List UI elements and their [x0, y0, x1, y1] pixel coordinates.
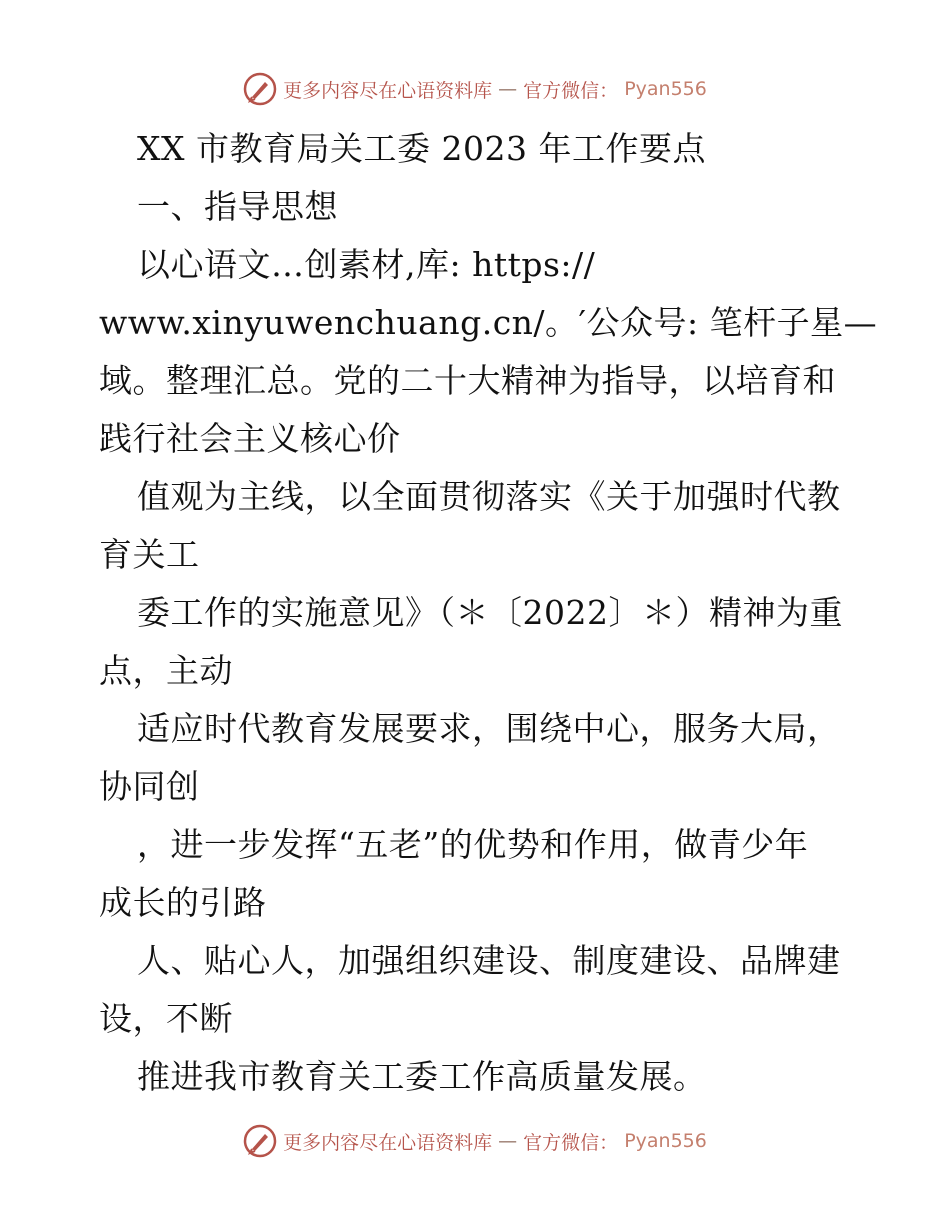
paragraph-line: 适应时代教育发展要求，围绕中心，服务大局，: [137, 709, 841, 748]
paragraph-line: www.xinyuwenchuang.cn/。′公众号: 笔杆子星—: [99, 303, 878, 342]
paragraph-line: 成长的引路: [99, 883, 267, 922]
header-watermark-banner: [0, 72, 950, 106]
quill-logo-icon: [243, 72, 277, 106]
banner-label-text: 官方微信：: [523, 1131, 619, 1154]
banner-separator: —: [498, 78, 518, 100]
banner-account: Pyan556: [624, 78, 707, 100]
paragraph-line: 践行社会主义核心价: [99, 419, 401, 458]
paragraph-line: 推进我市教育关工委工作高质量发展。: [137, 1057, 707, 1096]
document-body: [99, 120, 878, 1106]
paragraph-line: 设，不断: [99, 999, 233, 1038]
paragraph-line: 人、贴心人，加强组织建设、制度建设、品牌建: [137, 941, 841, 980]
paragraph-line: 协同创: [99, 767, 200, 806]
paragraph-line: 点，主动: [99, 651, 233, 690]
banner-main-text: 更多内容尽在心语资料库: [283, 79, 493, 102]
quill-logo-icon: [243, 1124, 277, 1158]
banner-separator: —: [498, 1130, 518, 1152]
banner-label-text: 官方微信：: [523, 79, 619, 102]
paragraph-line: 委工作的实施意见》（＊〔2022〕＊）精神为重: [137, 593, 843, 632]
banner-account: Pyan556: [624, 1130, 707, 1152]
footer-watermark-banner: [0, 1124, 950, 1158]
paragraph-line: 域。整理汇总。党的二十大精神为指导，以培育和: [99, 361, 836, 400]
paragraph-line: ，进一步发挥“五老”的优势和作用，做青少年: [137, 825, 809, 864]
banner-main-text: 更多内容尽在心语资料库: [283, 1131, 493, 1154]
paragraph-line: 值观为主线，以全面贯彻落实《关于加强时代教: [137, 477, 841, 516]
section-heading: 一、指导思想: [137, 187, 338, 226]
paragraph-line: 以心语文…创素材,库: https://: [137, 245, 596, 284]
paragraph-line: 育关工: [99, 535, 200, 574]
document-title: XX 市教育局关工委 2023 年工作要点: [137, 129, 706, 168]
